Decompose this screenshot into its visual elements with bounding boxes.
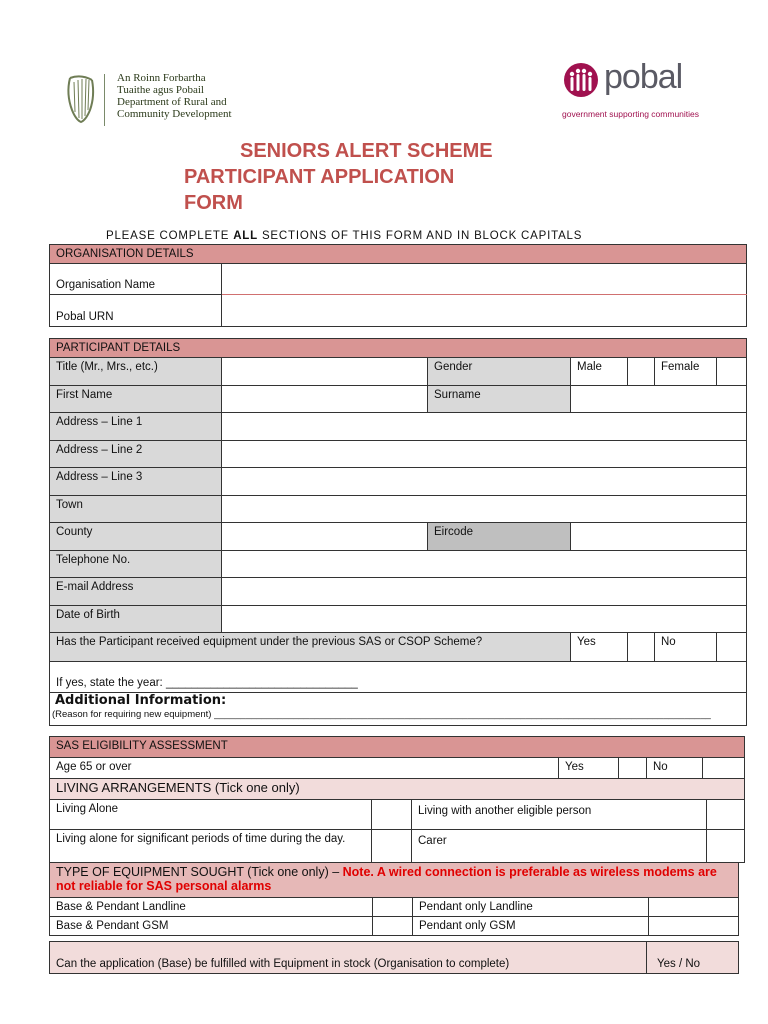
base-pendant-landline-checkbox[interactable] [373, 898, 413, 917]
stock-yes-no-field[interactable]: Yes / No [647, 942, 739, 974]
address-line3-field[interactable] [222, 468, 747, 496]
email-field[interactable] [222, 578, 747, 606]
harp-icon [64, 74, 98, 124]
carer-label: Carer [412, 830, 707, 863]
stock-question: Can the application (Base) be fulfilled with Equipment in stock (Organisation to complete) [50, 942, 647, 974]
pendant-only-landline-label: Pendant only Landline [413, 898, 649, 917]
age-label: Age 65 or over [50, 758, 559, 779]
organisation-name-label: Organisation Name [50, 264, 222, 295]
email-label: E-mail Address [50, 578, 222, 606]
instruction-post: SECTIONS OF THIS FORM AND IN BLOCK CAPITALS [257, 230, 583, 242]
additional-info-label: Additional Information: [55, 693, 227, 708]
pobal-tagline: government supporting communities [562, 109, 700, 119]
dob-label: Date of Birth [50, 606, 222, 633]
male-checkbox[interactable] [628, 358, 655, 386]
surname-field[interactable] [571, 386, 747, 413]
base-pendant-gsm-checkbox[interactable] [373, 917, 413, 936]
title-line-3: FORM [184, 192, 243, 214]
department-logo [64, 72, 254, 128]
age-no-checkbox[interactable] [703, 758, 745, 779]
form-title [184, 138, 493, 216]
age-yes-checkbox[interactable] [619, 758, 647, 779]
previous-no-checkbox[interactable] [717, 633, 747, 662]
town-field[interactable] [222, 496, 747, 523]
eircode-field[interactable] [571, 523, 747, 551]
male-label: Male [571, 358, 628, 386]
pendant-only-gsm-checkbox[interactable] [649, 917, 739, 936]
pobal-wordmark: pobal [604, 58, 683, 96]
first-name-field[interactable] [222, 386, 428, 413]
gender-label: Gender [428, 358, 571, 386]
age-no-label: No [647, 758, 703, 779]
surname-label: Surname [428, 386, 571, 413]
first-name-label: First Name [50, 386, 222, 413]
county-label: County [50, 523, 222, 551]
logo-divider [104, 74, 105, 126]
title-line-1: SENIORS ALERT SCHEME [240, 140, 493, 162]
stock-section [49, 941, 739, 974]
eircode-label: Eircode [428, 523, 571, 551]
pobal-people-icon [560, 60, 602, 104]
county-field[interactable] [222, 523, 428, 551]
living-alone-checkbox[interactable] [372, 800, 412, 830]
organisation-section [49, 244, 747, 327]
form-instruction [106, 230, 582, 242]
dept-line-2: Tuaithe agus Pobail [117, 84, 204, 96]
age-yes-label: Yes [559, 758, 619, 779]
title-field[interactable] [222, 358, 428, 386]
female-checkbox[interactable] [717, 358, 747, 386]
dept-line-4: Community Development [117, 108, 232, 120]
dept-line-1: An Roinn Forbartha [117, 72, 206, 84]
base-pendant-gsm-label: Base & Pendant GSM [50, 917, 373, 936]
female-label: Female [655, 358, 717, 386]
eligibility-heading: SAS ELIGIBILITY ASSESSMENT [50, 737, 745, 758]
organisation-heading: ORGANISATION DETAILS [50, 245, 747, 264]
living-with-eligible-checkbox[interactable] [707, 800, 745, 830]
year-field[interactable]: If yes, state the year: ______________________________ [56, 677, 358, 689]
pobal-logo [556, 60, 706, 122]
living-arrangements-table [49, 799, 745, 863]
carer-checkbox[interactable] [707, 830, 745, 863]
address-line3-label: Address – Line 3 [50, 468, 222, 496]
equipment-heading [50, 863, 739, 898]
title-line-2: PARTICIPANT APPLICATION [184, 166, 455, 188]
additional-info-row [50, 693, 747, 726]
dept-line-3: Department of Rural and [117, 96, 227, 108]
base-pendant-landline-label: Base & Pendant Landline [50, 898, 373, 917]
pendant-only-landline-checkbox[interactable] [649, 898, 739, 917]
eligibility-section [49, 736, 745, 800]
address-line1-label: Address – Line 1 [50, 413, 222, 441]
living-with-eligible-label: Living with another eligible person [412, 800, 707, 830]
previous-yes-label: Yes [571, 633, 628, 662]
equipment-section [49, 862, 739, 936]
telephone-label: Telephone No. [50, 551, 222, 578]
living-alone-label: Living Alone [50, 800, 372, 830]
reason-field[interactable]: (Reason for requiring new equipment) ______________________________________________________________________________________________ [52, 709, 711, 720]
pendant-only-gsm-label: Pendant only GSM [413, 917, 649, 936]
instruction-bold: ALL [233, 230, 258, 242]
organisation-name-field[interactable] [222, 264, 747, 295]
instruction-pre: PLEASE COMPLETE [106, 230, 234, 242]
living-arrangements-heading: LIVING ARRANGEMENTS (Tick one only) [50, 779, 745, 800]
equipment-note: Note. A wired connection is preferable as wireless modems are not reliable for SAS personal alarms [56, 865, 717, 893]
previous-no-label: No [655, 633, 717, 662]
address-line2-field[interactable] [222, 441, 747, 468]
participant-section [49, 338, 747, 726]
dob-field[interactable] [222, 606, 747, 633]
previous-yes-checkbox[interactable] [628, 633, 655, 662]
equipment-heading-text: TYPE OF EQUIPMENT SOUGHT (Tick one only) – [56, 865, 343, 879]
town-label: Town [50, 496, 222, 523]
previous-equipment-question: Has the Participant received equipment under the previous SAS or CSOP Scheme? [50, 633, 571, 662]
address-line1-field[interactable] [222, 413, 747, 441]
living-alone-periods-checkbox[interactable] [372, 830, 412, 863]
living-alone-periods-label: Living alone for significant periods of time during the day. [50, 830, 372, 863]
telephone-field[interactable] [222, 551, 747, 578]
title-label: Title (Mr., Mrs., etc.) [50, 358, 222, 386]
pobal-urn-field[interactable] [222, 295, 747, 327]
department-name [117, 72, 232, 120]
year-row [50, 662, 747, 693]
pobal-urn-label: Pobal URN [50, 295, 222, 327]
participant-heading: PARTICIPANT DETAILS [50, 339, 747, 358]
address-line2-label: Address – Line 2 [50, 441, 222, 468]
